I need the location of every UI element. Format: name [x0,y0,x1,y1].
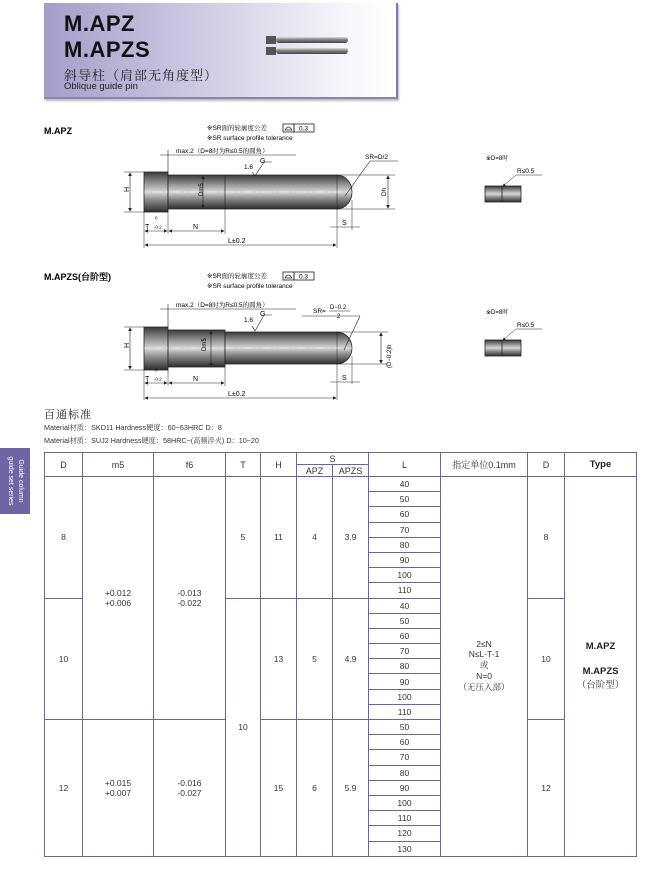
cell-d: 10 [45,598,83,720]
cell-m5-line: +0.006 [104,598,132,608]
l-label: L±0.2 [228,238,246,245]
cell-m5-line: +0.012 [104,588,132,598]
drawing-apzs-label: M.APZS(台阶型) [44,272,111,282]
standard-title: 百通标准 [44,409,92,421]
cell-f6 [154,720,226,857]
header-type: Type [565,453,637,477]
cell-f6-line: -0.022 [177,598,202,608]
cell-n-rule-line: N=0 [476,671,492,682]
t-tol-lower: -0.2 [154,224,162,230]
cell-s-apzs: 4.9 [333,598,369,720]
cell-l: 100 [369,689,441,704]
header-s: S [297,453,369,465]
max-note: max.2（D=8时为R≤0.5的圆角） [176,302,269,309]
sr-label: SR=D/2 [365,154,388,161]
cell-h: 11 [261,477,297,599]
cell-l: 80 [369,537,441,552]
header-f6: f6 [154,453,226,477]
cell-d: 8 [45,477,83,599]
cell-f6-line: -0.013 [177,588,202,598]
subtitle-en: Oblique guide pin [64,81,138,92]
table-row [45,720,637,735]
sr-prefix: SR= [313,308,326,315]
cell-l: 70 [369,750,441,765]
cell-type [565,477,637,857]
t-tol-upper: 0 [155,367,158,373]
drawing-apz-label: M.APZ [44,126,72,136]
max-note: max.2（D=8时为R≤0.5的圆角） [176,148,269,155]
table-body [45,477,637,857]
detail-note: ※D=8时 [486,156,509,162]
h-label: H [124,186,131,192]
material-line-2: Material材质：SUJ2 Hardness硬度：58HRC~(高频淬火) D：10~20 [44,436,259,445]
n-label: N [193,224,199,231]
cell-l: 90 [369,780,441,795]
cell-n-rule-line: 2≤N [476,639,492,650]
g-label: G [260,158,266,165]
cell-m5 [83,477,154,720]
header-l: L [369,453,441,477]
cell-l: 40 [369,477,441,492]
cell-d2: 8 [528,477,565,599]
profile-tolerance-icon [283,272,294,280]
cell-n-rule-line: （无压入部） [458,682,510,693]
cell-s-apz: 6 [297,720,333,857]
cell-l: 100 [369,795,441,810]
table-row [45,477,637,492]
note-cn: ※SR面的轮廓度公差 [207,273,267,280]
cell-n-rule-line: 或 [479,660,489,671]
cell-f6-line: -0.016 [177,777,202,788]
t-label: T [145,224,150,231]
n-label: N [193,376,199,383]
header-unit: 指定单位0.1mm [441,453,528,477]
cell-l: 50 [369,613,441,628]
header-h: H [261,453,297,477]
l-label: L±0.2 [228,391,246,398]
dh-label: (D−0.2)h [387,344,393,368]
header-d2: D [528,453,565,477]
cell-l: 80 [369,765,441,780]
cell-l: 60 [369,628,441,643]
cell-l: 100 [369,568,441,583]
cell-m5 [83,720,154,857]
type-apzs: M.APZS [582,666,619,678]
type-apzs-note: （台阶型） [576,680,625,692]
t-label: T [145,376,150,383]
header-t: T [226,453,261,477]
note-en: ※SR surface profile tolerance [207,135,293,142]
cell-d2: 10 [528,598,565,720]
header-m5: m5 [83,453,154,477]
roughness: 1.6 [244,164,254,171]
cell-l: 70 [369,522,441,537]
cell-l: 70 [369,644,441,659]
cell-l: 90 [369,552,441,567]
side-tab [0,448,30,514]
cell-d: 12 [45,720,83,857]
cell-l: 40 [369,598,441,613]
t-tol-lower: -0.2 [154,376,162,382]
header-s-apzs: APZS [333,465,369,477]
cell-l: 90 [369,674,441,689]
cell-t: 10 [226,598,261,856]
title-apz: M.APZ [64,11,135,36]
side-tab-line1: Guide column [17,459,24,503]
cell-d2: 12 [528,720,565,857]
technical-drawings [0,0,650,410]
cell-s-apz: 4 [297,477,333,599]
cell-l: 130 [369,841,441,856]
cell-s-apzs: 3.9 [333,477,369,599]
h-label: H [124,342,131,348]
material-line-1: Material材质：SKD11 Hardness硬度：60~63HRC D：8 [44,423,222,432]
spec-table [44,452,637,857]
detail-pin [485,186,521,202]
s-label: S [342,375,347,382]
header-s-apz: APZ [297,465,333,477]
cell-l: 50 [369,720,441,735]
t-tol-upper: 0 [155,215,158,221]
cell-l: 110 [369,704,441,719]
cell-l: 110 [369,811,441,826]
cell-h: 13 [261,598,297,720]
cell-s-apz: 5 [297,598,333,720]
g-label: G [260,311,266,318]
subtitle-cn: 斜导柱（肩部无角度型） [64,68,219,83]
sr-denominator: 2 [337,314,341,320]
cell-t: 5 [226,477,261,599]
tolerance-value: 0.3 [299,125,309,133]
cell-l: 60 [369,735,441,750]
type-apz: M.APZ [585,641,616,653]
cell-l: 60 [369,507,441,522]
tolerance-value: 0.3 [299,273,309,281]
title-apzs: M.APZS [64,37,151,62]
cell-n-rule-line: N≤L-T-1 [468,649,500,660]
note-cn: ※SR面的轮廓度公差 [207,125,267,132]
detail-note: ※D=8时 [486,310,509,316]
dm5-label: Dm5 [202,338,208,351]
cell-f6 [154,477,226,720]
profile-tolerance-icon [283,124,294,132]
cell-m5-line: +0.007 [104,787,132,798]
detail-pin [485,340,521,356]
detail-r: R≤0.5 [517,168,535,175]
drawing-apz [44,123,542,248]
side-tab-line2: guide set series [7,456,14,506]
cell-l: 110 [369,583,441,598]
cell-s-apzs: 5.9 [333,720,369,857]
drawing-apzs [44,271,542,400]
cell-h: 15 [261,720,297,857]
cell-m5-line: +0.015 [104,777,132,788]
cell-l: 50 [369,492,441,507]
detail-r: R≤0.5 [517,322,535,329]
roughness: 1.6 [244,317,254,324]
header-d: D [45,453,83,477]
note-en: ※SR surface profile tolerance [207,283,293,290]
sr-numerator: D−0.2 [330,305,347,311]
cell-l: 120 [369,826,441,841]
dh-label: Dh [381,187,388,196]
cell-n-rule [441,477,528,857]
cell-l: 80 [369,659,441,674]
dm5-label: Dm5 [199,183,205,196]
cell-f6-line: -0.027 [177,787,202,798]
s-label: S [342,220,347,227]
